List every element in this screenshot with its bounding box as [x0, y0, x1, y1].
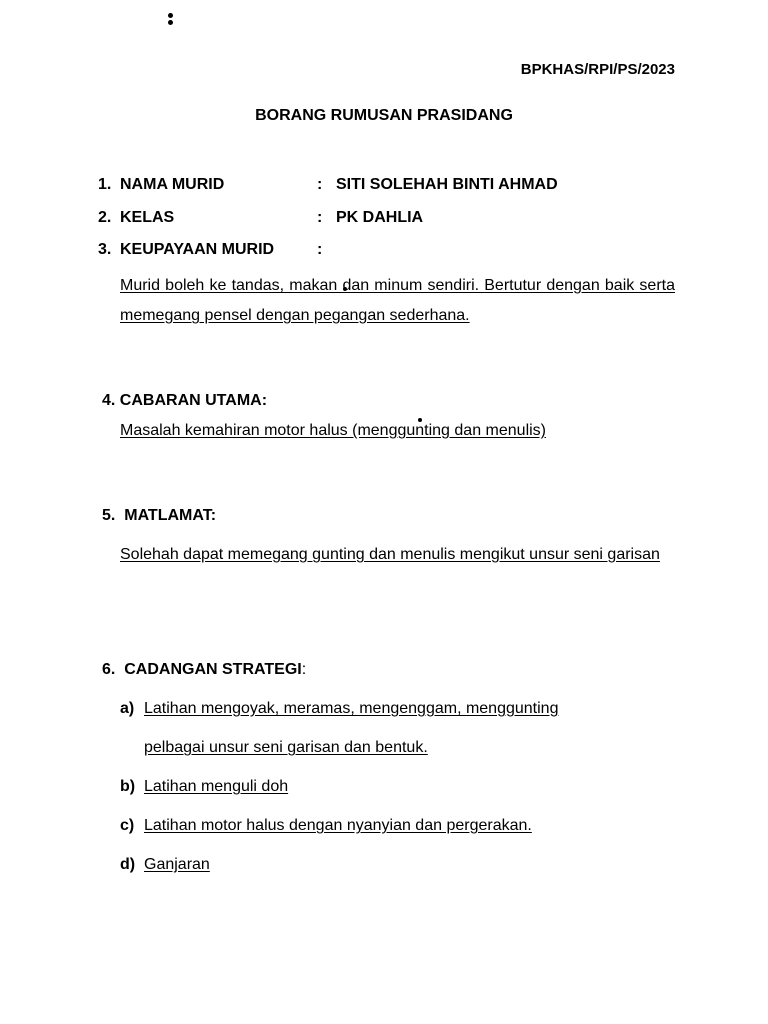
list-item-text: Latihan motor halus dengan nyanyian dan pergerakan.	[144, 817, 532, 834]
list-item-letter: a)	[120, 700, 135, 717]
list-item-text: Latihan mengoyak, meramas, mengenggam, menggunting	[144, 700, 559, 717]
field-number: 2.	[98, 209, 112, 226]
list-item	[120, 778, 680, 800]
field-label-keupayaan: KEUPAYAAN MURID	[120, 241, 275, 258]
matlamat-heading: 5. MATLAMAT:	[102, 507, 217, 524]
field-number: 3.	[98, 241, 112, 258]
list-item-text-continued: pelbagai unsur seni garisan dan bentuk.	[144, 739, 428, 756]
list-item	[120, 817, 680, 839]
field-value-kelas: PK DAHLIA	[336, 209, 424, 226]
list-item	[120, 856, 680, 878]
field-label-nama: NAMA MURID	[120, 176, 225, 193]
list-item-text: Latihan menguli doh	[144, 778, 289, 795]
keupayaan-description: Murid boleh ke tandas, makan dan minum sendiri. Bertutur dengan baik serta memegang pensel dengan pegangan sederhana.	[120, 277, 675, 324]
matlamat-text: Solehah dapat memegang gunting dan menulis mengikut unsur seni garisan	[120, 546, 660, 563]
field-value-nama: SITI SOLEHAH BINTI AHMAD	[336, 176, 558, 193]
strategi-heading-colon: :	[301, 661, 307, 678]
strategi-heading-line	[102, 661, 306, 679]
list-item-letter: d)	[120, 856, 136, 873]
cabaran-text: Masalah kemahiran motor halus (menggunting dan menulis)	[120, 422, 546, 439]
strategi-heading: 6. CADANGAN STRATEGI	[102, 661, 302, 678]
field-colon: :	[317, 209, 323, 226]
field-row-keupayaan	[0, 241, 768, 263]
document-title: BORANG RUMUSAN PRASIDANG	[255, 107, 513, 124]
field-row-kelas	[0, 209, 768, 231]
document-reference-code: BPKHAS/RPI/PS/2023	[520, 61, 675, 78]
field-colon: :	[317, 241, 323, 258]
list-item-letter: c)	[120, 817, 135, 834]
cabaran-heading: 4. CABARAN UTAMA:	[102, 392, 268, 409]
field-row-nama	[0, 176, 768, 198]
stray-dot-top-2	[168, 20, 173, 25]
field-colon: :	[317, 176, 323, 193]
field-label-kelas: KELAS	[120, 209, 175, 226]
field-number: 1.	[98, 176, 112, 193]
list-item	[120, 700, 680, 760]
list-item-text: Ganjaran	[144, 856, 210, 873]
list-item-letter: b)	[120, 778, 136, 795]
stray-dot-top-1	[168, 13, 173, 18]
